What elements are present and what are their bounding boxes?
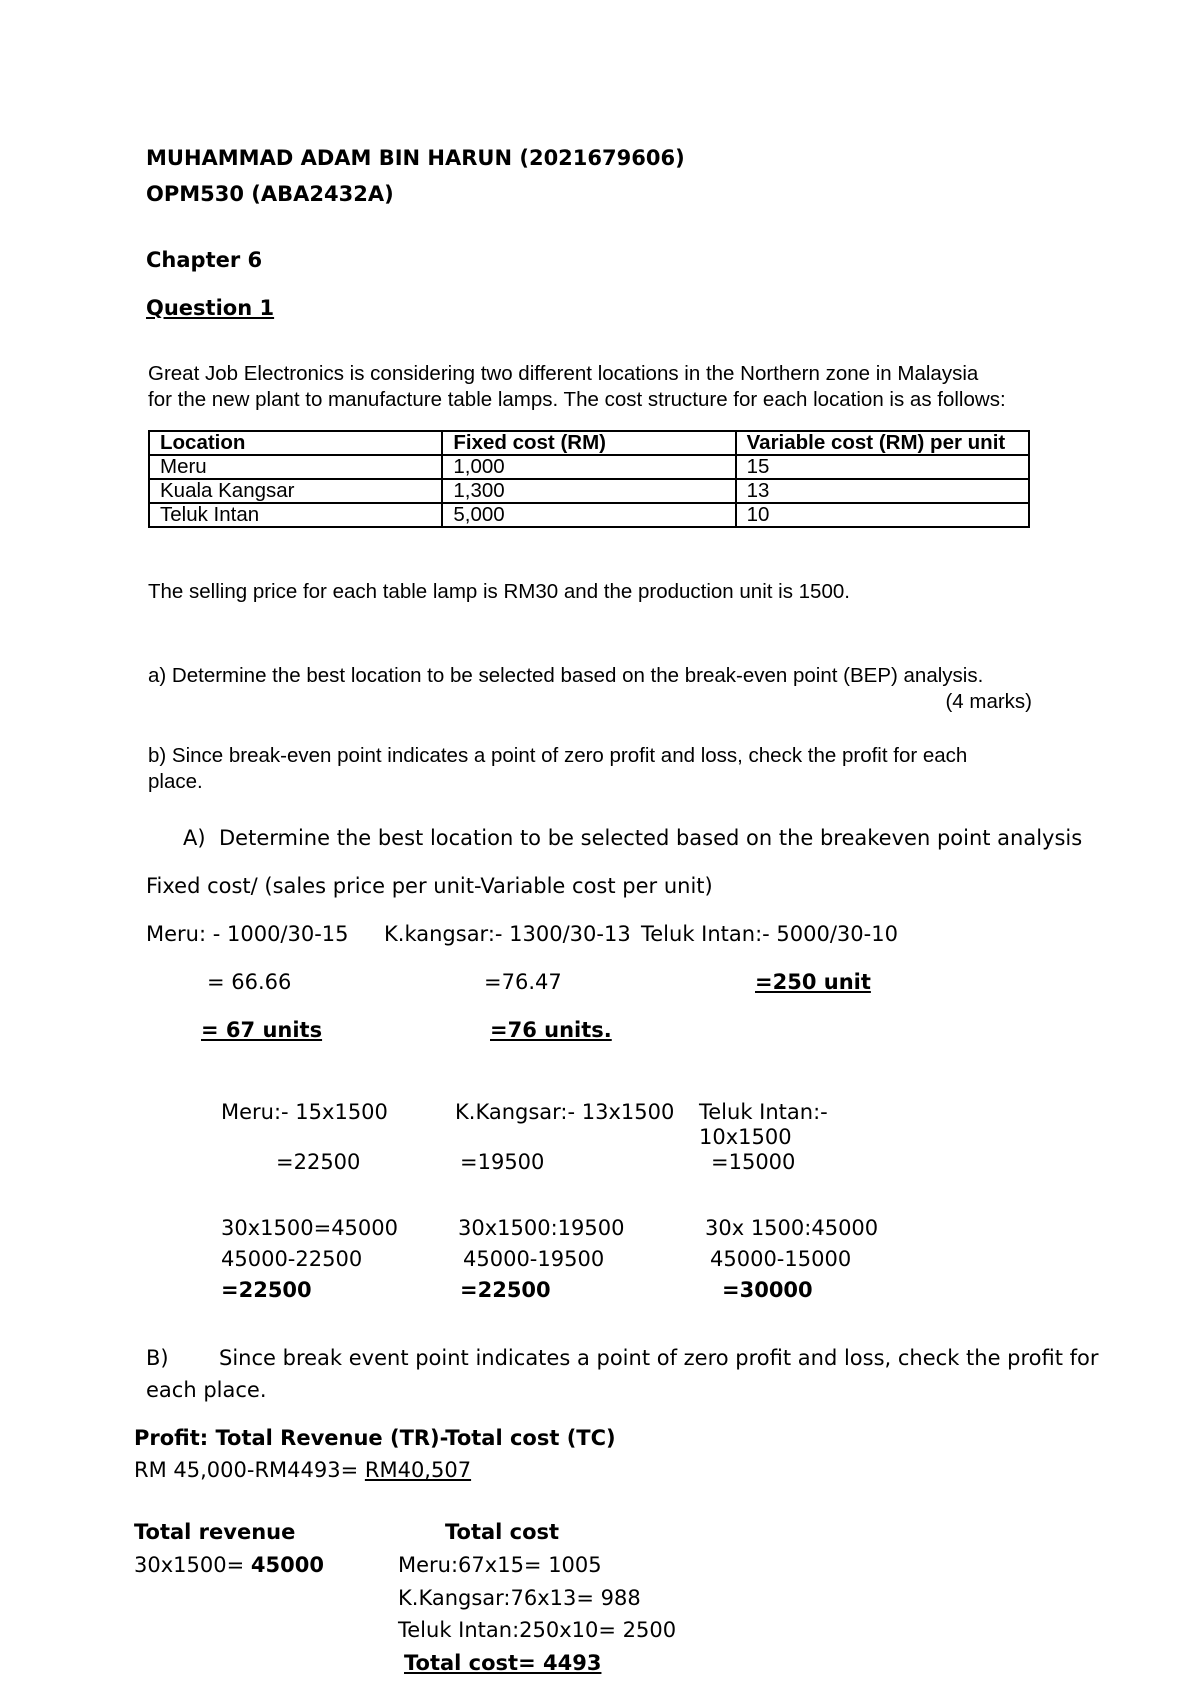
table-cell: Teluk Intan (149, 503, 442, 527)
table-cell: 5,000 (442, 503, 735, 527)
profit-formula: Profit: Total Revenue (TR)-Total cost (TC) (134, 1426, 616, 1450)
part-b-question-line-2: place. (148, 770, 203, 793)
teluk-intan-bep-calc: Teluk Intan:- 5000/30-10 (641, 922, 898, 946)
meru-variable-cost-result: =22500 (276, 1150, 361, 1174)
total-revenue-heading: Total revenue (134, 1520, 296, 1544)
table-cell: Kuala Kangsar (149, 479, 442, 503)
problem-intro-line-1: Great Job Electronics is considering two different locations in the Northern zone in Malaysia (148, 362, 979, 385)
meru-bep-calc: Meru: - 1000/30-15 (146, 922, 349, 946)
problem-intro-line-2: for the new plant to manufacture table lamps. The cost structure for each location is as follows: (148, 388, 1006, 411)
table-header-cell: Fixed cost (RM) (442, 431, 735, 455)
answer-b-text-line-1: Since break event point indicates a point of zero profit and loss, check the profit for (219, 1346, 1099, 1370)
table-header-cell: Location (149, 431, 442, 455)
chapter-heading: Chapter 6 (146, 248, 263, 272)
kuala-kangsar-total-cost: K.Kangsar:76x13= 988 (398, 1586, 641, 1610)
table-header-cell: Variable cost (RM) per unit (736, 431, 1029, 455)
profit-result: RM40,507 (364, 1458, 472, 1482)
kuala-kangsar-profit-calc: 45000-19500 (463, 1247, 605, 1271)
total-revenue-value: 45000 (250, 1553, 324, 1577)
table-cell: 13 (736, 479, 1029, 503)
meru-bep-units: = 67 units (201, 1018, 323, 1042)
table-cell: 15 (736, 455, 1029, 479)
total-revenue-calc-prefix: 30x1500= (134, 1553, 251, 1577)
meru-total-cost: Meru:67x15= 1005 (398, 1553, 602, 1577)
kuala-kangsar-variable-cost-result: =19500 (460, 1150, 545, 1174)
kuala-kangsar-revenue-calc: 30x1500:19500 (458, 1216, 625, 1240)
question-heading: Question 1 (146, 296, 275, 320)
meru-profit-result: =22500 (221, 1278, 312, 1302)
part-a-marks: (4 marks) (945, 690, 1032, 713)
table-row (149, 455, 1029, 479)
teluk-intan-revenue-calc: 30x 1500:45000 (705, 1216, 879, 1240)
table-cell: 1,300 (442, 479, 735, 503)
total-cost-heading: Total cost (445, 1520, 560, 1544)
answer-a-label: A) (183, 826, 206, 850)
meru-bep-result: = 66.66 (207, 970, 292, 994)
meru-profit-calc: 45000-22500 (221, 1247, 363, 1271)
kuala-kangsar-bep-calc: K.kangsar:- 1300/30-13 (384, 922, 631, 946)
table-header-row (149, 431, 1029, 455)
meru-revenue-calc: 30x1500=45000 (221, 1216, 398, 1240)
profit-calc-prefix: RM 45,000-RM4493= (134, 1458, 365, 1482)
kuala-kangsar-profit-result: =22500 (460, 1278, 551, 1302)
overall-total-cost: Total cost= 4493 (404, 1651, 602, 1675)
table-cell: Meru (149, 455, 442, 479)
student-name-line: MUHAMMAD ADAM BIN HARUN (2021679606) (146, 146, 685, 170)
answer-b-text-line-2: each place. (146, 1378, 267, 1402)
answer-b-label: B) (146, 1346, 169, 1370)
table-cell: 10 (736, 503, 1029, 527)
teluk-intan-profit-result: =30000 (722, 1278, 813, 1302)
answer-a-heading: Determine the best location to be selected based on the breakeven point analysis (219, 826, 1083, 850)
selling-price-note: The selling price for each table lamp is RM30 and the production unit is 1500. (148, 580, 850, 603)
teluk-intan-variable-cost-label: Teluk Intan:- (699, 1100, 828, 1124)
kuala-kangsar-bep-units: =76 units. (490, 1018, 612, 1042)
table-row (149, 479, 1029, 503)
course-code-line: OPM530 (ABA2432A) (146, 182, 394, 206)
teluk-intan-total-cost: Teluk Intan:250x10= 2500 (398, 1618, 677, 1642)
meru-variable-cost-calc: Meru:- 15x1500 (221, 1100, 388, 1124)
teluk-intan-profit-calc: 45000-15000 (710, 1247, 852, 1271)
profit-calculation (134, 1458, 471, 1482)
bep-formula: Fixed cost/ (sales price per unit-Variable cost per unit) (146, 874, 713, 898)
kuala-kangsar-bep-result: =76.47 (484, 970, 562, 994)
total-revenue-calc (134, 1553, 324, 1577)
part-b-question-line-1: b) Since break-even point indicates a point of zero profit and loss, check the profit for each (148, 744, 968, 767)
teluk-intan-variable-cost-calc: 10x1500 (699, 1125, 792, 1149)
kuala-kangsar-variable-cost-calc: K.Kangsar:- 13x1500 (455, 1100, 675, 1124)
table-cell: 1,000 (442, 455, 735, 479)
part-a-question: a) Determine the best location to be selected based on the break-even point (BEP) analysis. (148, 664, 984, 687)
teluk-intan-bep-result: =250 unit (755, 970, 871, 994)
table-row (149, 503, 1029, 527)
teluk-intan-variable-cost-result: =15000 (711, 1150, 796, 1174)
cost-structure-table (148, 430, 1030, 528)
